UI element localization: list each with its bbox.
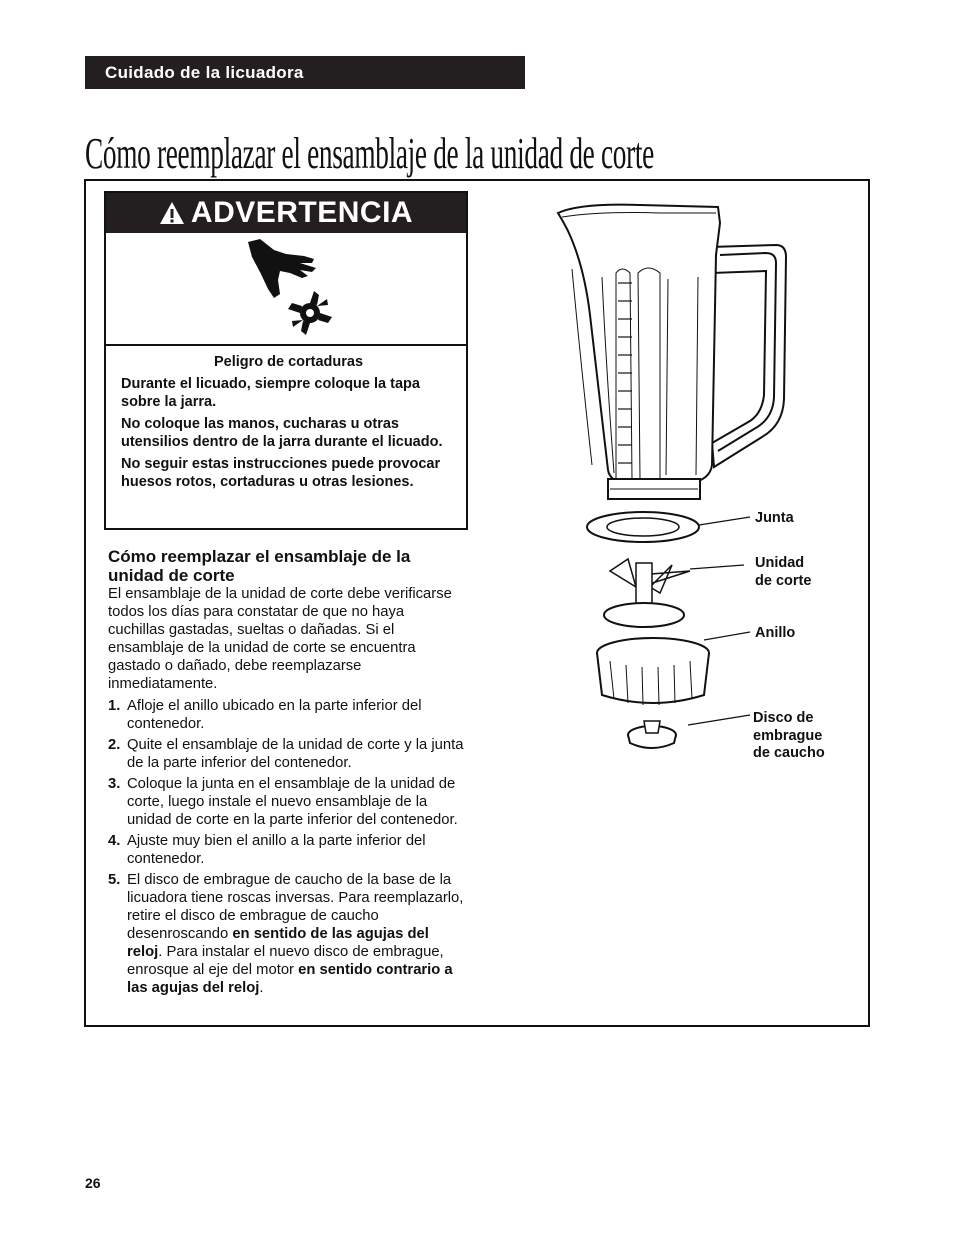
- warning-triangle-icon: [159, 201, 185, 225]
- jar-handle: [710, 245, 786, 467]
- jar-container: [558, 205, 720, 499]
- step-text: Coloque la junta en el ensamblaje de la unidad de corte, luego instale el nuevo ensamblaje de la unidad de corte en la parte inferior del contenedor.: [127, 776, 458, 828]
- gasket-part: [587, 512, 750, 542]
- step-emphasis: en sentido de las agujas del reloj: [127, 926, 429, 960]
- step-number: 4.: [108, 833, 121, 849]
- step-emphasis: en sentido contrario a las agujas del reloj: [127, 962, 453, 996]
- step-number: 5.: [108, 872, 121, 888]
- warning-header: [106, 193, 466, 233]
- label-blade-unit: Unidad de corte: [755, 555, 812, 589]
- step-text: Ajuste muy bien el anillo a la parte inferior del contenedor.: [127, 833, 426, 867]
- blade-icon: [288, 291, 332, 335]
- cut-hazard-hand-icon: [244, 237, 334, 341]
- warning-box: [104, 191, 468, 530]
- label-ring: Anillo: [755, 625, 796, 641]
- step-item: [108, 697, 464, 733]
- step-number: 1.: [108, 698, 121, 714]
- warning-hazard: Peligro de cortaduras: [213, 354, 364, 370]
- section-header-text: Cuidado de la licuadora: [105, 63, 304, 82]
- ring-part: [597, 632, 750, 705]
- step-number: 2.: [108, 737, 121, 753]
- step-item: [108, 736, 464, 772]
- instructions-intro: El ensamblaje de la unidad de corte debe verificarse todos los días para constatar de que no haya cuchillas gastadas, sueltas o dañadas. Si el ensamblaje de la unidad de corte se encuentra gastado o dañado, debe reemplazarse inmediatamente.: [108, 586, 452, 692]
- warning-line-1: Durante el licuado, siempre coloque la tapa sobre la jarra.: [121, 376, 420, 410]
- step-text-part: El disco de embrague de caucho de la base de la licuadora tiene roscas inversas. Para reemplazarlo, retire el disco de embrague de caucho desenroscando: [127, 872, 464, 942]
- step-item: [108, 775, 464, 829]
- section-header-bar: [85, 56, 525, 89]
- warning-line-3: No seguir estas instrucciones puede provocar huesos rotos, cortaduras u otras lesiones.: [121, 456, 441, 490]
- page-title: Cómo reemplazar el ensamblaje de la unidad de corte: [85, 129, 654, 178]
- step-item: [108, 832, 464, 868]
- step-text: [127, 872, 463, 996]
- page-number: 26: [85, 1175, 101, 1191]
- warning-text: [121, 353, 456, 495]
- step-text: Afloje el anillo ubicado en la parte inferior del contenedor.: [127, 698, 422, 732]
- step-item: [108, 871, 464, 997]
- warning-line-2: No coloque las manos, cucharas u otras utensilios dentro de la jarra durante el licuado.: [121, 416, 443, 450]
- instructions: [108, 547, 464, 1000]
- step-number: 3.: [108, 776, 121, 792]
- clutch-disc-part: [628, 715, 750, 748]
- warning-label: ADVERTENCIA: [190, 196, 414, 229]
- blender-exploded-diagram: [540, 195, 860, 765]
- steps-list: [108, 697, 464, 997]
- label-clutch-disc: Disco de embrague de caucho: [753, 710, 825, 761]
- blade-assembly-part: [604, 559, 744, 627]
- step-text-part: . Para instalar el nuevo disco de embrague, enrosque al eje del motor: [127, 944, 444, 978]
- step-text-part: .: [259, 980, 264, 996]
- blender-jar-illustration: [540, 195, 860, 765]
- instructions-heading: Cómo reemplazar el ensamblaje de la unidad de corte: [108, 547, 411, 585]
- cut-hazard-symbol: [106, 233, 466, 346]
- step-text: Quite el ensamblaje de la unidad de corte y la junta de la parte inferior del contenedor.: [127, 737, 464, 771]
- label-gasket: Junta: [755, 510, 794, 526]
